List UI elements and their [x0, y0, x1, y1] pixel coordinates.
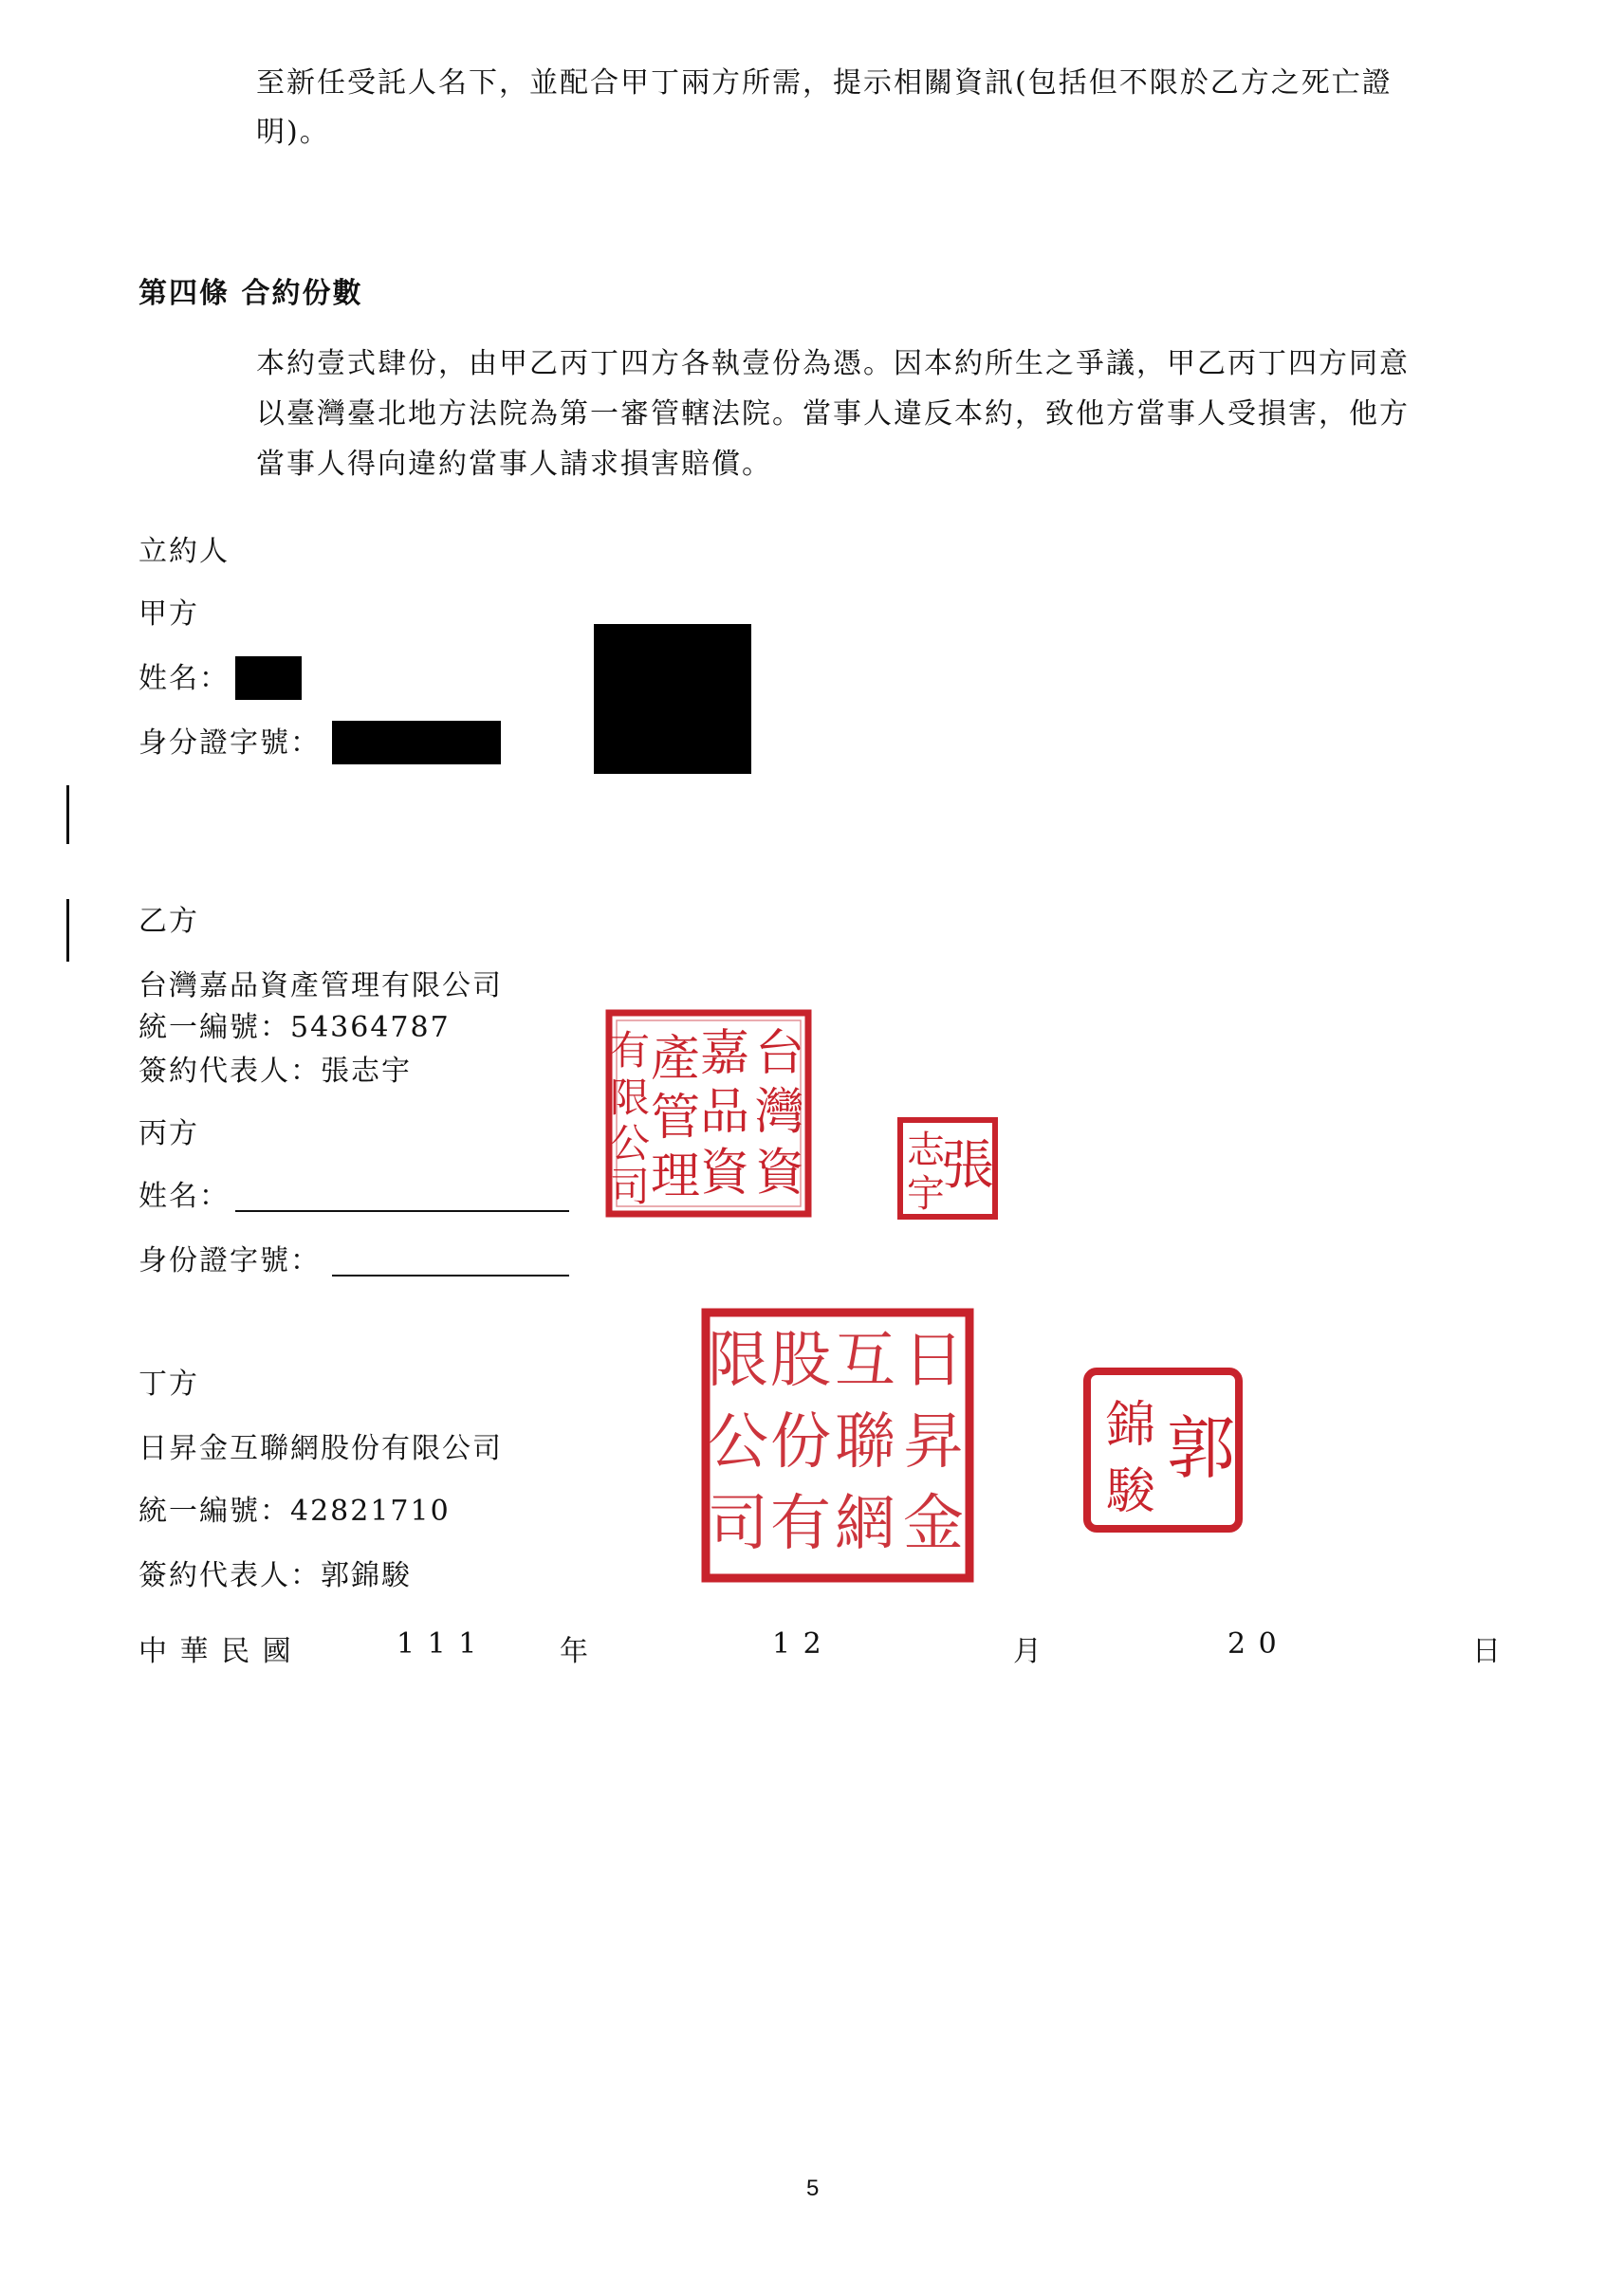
svg-text:品: 品 — [699, 1084, 750, 1141]
svg-text:駿: 駿 — [1105, 1463, 1156, 1520]
party-b-representative: 簽約代表人：張志宇 — [138, 1055, 412, 1088]
party-a-name-redaction — [235, 656, 302, 700]
party-a-id-label: 身分證字號： — [138, 726, 321, 760]
article-line-3: 當事人得向違約當事人請求損害賠償。 — [256, 448, 772, 481]
svg-text:限: 限 — [609, 1075, 651, 1121]
svg-text:聯: 聯 — [835, 1407, 895, 1478]
article-heading: 第四條 合約份數 — [138, 277, 363, 310]
svg-text:產: 產 — [650, 1031, 701, 1088]
svg-text:份: 份 — [770, 1407, 831, 1478]
date-day: 2 0 — [1227, 1627, 1279, 1661]
svg-text:郭: 郭 — [1166, 1408, 1236, 1488]
svg-text:資: 資 — [699, 1145, 750, 1202]
svg-text:限: 限 — [708, 1326, 768, 1396]
party-c-id-line — [332, 1275, 569, 1277]
svg-text:網: 網 — [835, 1489, 895, 1559]
svg-text:司: 司 — [609, 1164, 651, 1210]
party-a-seal-redaction — [594, 624, 751, 774]
party-c-id-label: 身份證字號： — [138, 1244, 321, 1277]
svg-text:股: 股 — [770, 1326, 831, 1396]
svg-text:嘉: 嘉 — [699, 1025, 750, 1082]
date-year: 1 1 1 — [397, 1627, 479, 1661]
revision-bar — [66, 899, 69, 962]
svg-text:有: 有 — [770, 1489, 831, 1559]
party-a-id-redaction — [332, 721, 501, 764]
svg-text:台: 台 — [754, 1025, 805, 1082]
party-b-representative-seal — [895, 1115, 1000, 1221]
svg-text:日: 日 — [903, 1326, 964, 1396]
svg-text:公: 公 — [609, 1120, 651, 1166]
party-c-name-line — [235, 1210, 569, 1212]
svg-text:互: 互 — [835, 1326, 895, 1396]
party-a-title: 甲方 — [138, 597, 199, 631]
party-b-company: 台灣嘉品資產管理有限公司 — [138, 969, 503, 1002]
date-era: 中 華 民 國 — [138, 1635, 293, 1668]
date-month-unit: 月 — [1013, 1635, 1043, 1668]
article-line-2: 以臺灣臺北地方法院為第一審管轄法院。當事人違反本約，致他方當事人受損害，他方 — [256, 397, 1410, 431]
party-d-representative-seal — [1081, 1366, 1245, 1534]
page-number: 5 — [806, 2176, 820, 2201]
svg-text:張: 張 — [941, 1135, 994, 1197]
svg-text:錦: 錦 — [1105, 1397, 1156, 1454]
date-month: 1 2 — [772, 1627, 823, 1661]
svg-text:有: 有 — [609, 1027, 651, 1074]
party-a-name-label: 姓名： — [138, 662, 230, 695]
article-line-1: 本約壹式肆份，由甲乙丙丁四方各執壹份為憑。因本約所生之爭議，甲乙丙丁四方同意 — [256, 347, 1410, 380]
party-d-company: 日昇金互聯網股份有限公司 — [138, 1432, 503, 1465]
svg-text:資: 資 — [754, 1145, 805, 1202]
intro-line-1: 至新任受託人名下，並配合甲丁兩方所需，提示相關資訊(包括但不限於乙方之死亡證 — [256, 66, 1393, 100]
date-year-unit: 年 — [560, 1635, 590, 1668]
svg-text:志: 志 — [907, 1129, 945, 1172]
signatories-label: 立約人 — [138, 535, 230, 568]
party-d-company-seal — [698, 1305, 977, 1586]
party-b-title: 乙方 — [138, 905, 199, 938]
party-d-tax-id: 統一編號：42821710 — [138, 1495, 451, 1528]
svg-text:理: 理 — [650, 1148, 701, 1205]
svg-text:昇: 昇 — [903, 1407, 964, 1478]
party-d-title: 丁方 — [138, 1368, 199, 1401]
party-c-title: 丙方 — [138, 1117, 199, 1150]
svg-text:灣: 灣 — [754, 1084, 805, 1141]
intro-line-2: 明)。 — [256, 116, 330, 149]
party-d-representative: 簽約代表人：郭錦駿 — [138, 1559, 412, 1592]
revision-bar — [66, 785, 69, 844]
svg-text:管: 管 — [650, 1090, 701, 1147]
party-b-company-seal — [603, 1005, 814, 1221]
date-day-unit: 日 — [1472, 1635, 1503, 1668]
svg-text:公: 公 — [708, 1407, 768, 1478]
party-b-tax-id: 統一編號：54364787 — [138, 1011, 451, 1044]
svg-text:金: 金 — [903, 1489, 964, 1559]
party-c-name-label: 姓名： — [138, 1180, 230, 1213]
svg-text:宇: 宇 — [907, 1172, 945, 1216]
svg-text:司: 司 — [708, 1489, 768, 1559]
